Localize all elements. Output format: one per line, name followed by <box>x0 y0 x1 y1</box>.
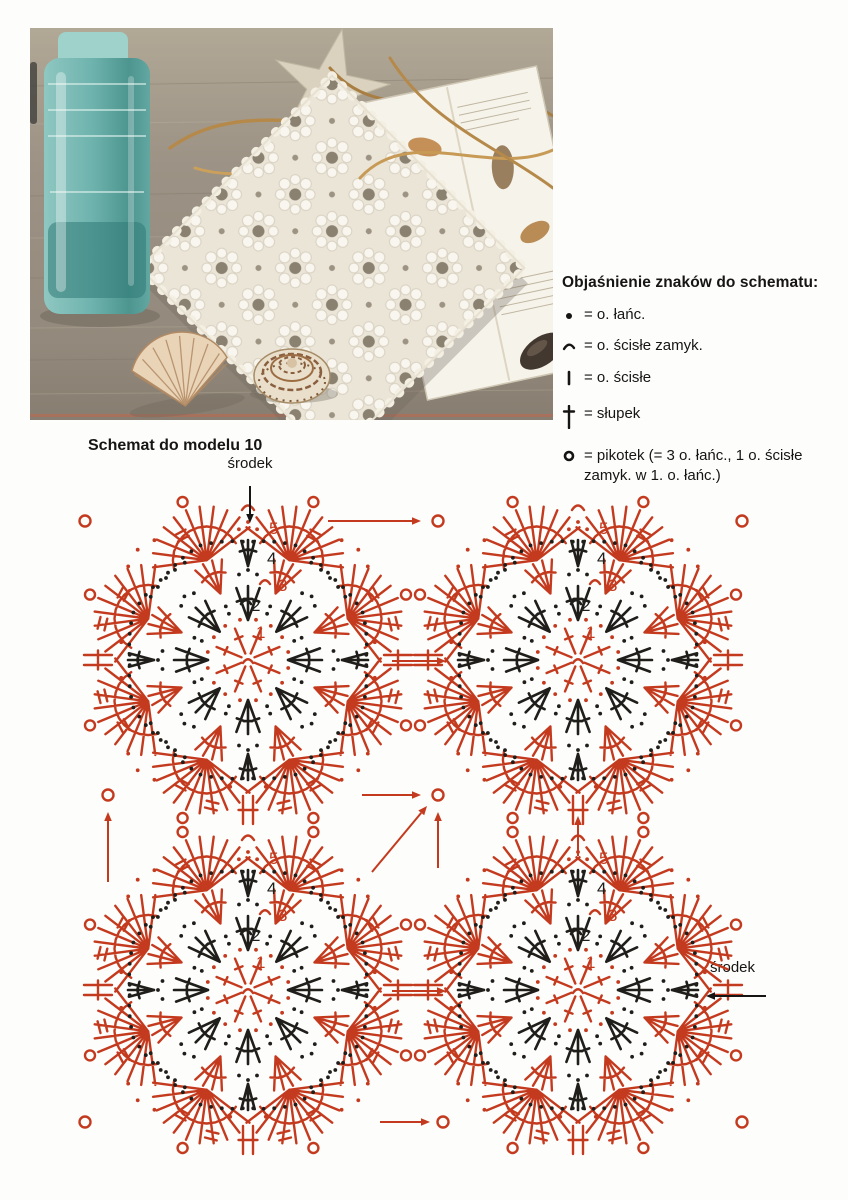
lace-motif <box>414 827 742 1154</box>
legend-item-label: = słupek <box>584 404 641 422</box>
legend-item-label: = o. łańc. <box>584 306 646 323</box>
center-label-top: środek <box>227 455 273 472</box>
legend-title: Objaśnienie znaków do schematu: <box>562 274 819 291</box>
legend-item-label: = o. ścisłe <box>584 368 652 386</box>
lace-motif <box>84 827 412 1154</box>
svg-text:4: 4 <box>597 549 607 568</box>
svg-text:3: 3 <box>608 906 618 925</box>
svg-text:1: 1 <box>256 953 266 972</box>
schematic-heading: Schemat do modelu 10 <box>88 437 263 454</box>
svg-text:4: 4 <box>597 879 607 898</box>
svg-text:5: 5 <box>269 519 279 538</box>
svg-text:3: 3 <box>278 576 288 595</box>
svg-text:4: 4 <box>267 549 277 568</box>
svg-text:5: 5 <box>599 519 609 538</box>
svg-text:2: 2 <box>251 596 261 615</box>
lace-motif <box>84 497 412 824</box>
svg-text:2: 2 <box>581 926 591 945</box>
svg-text:5: 5 <box>269 849 279 868</box>
svg-text:3: 3 <box>278 906 288 925</box>
svg-text:1: 1 <box>586 623 596 642</box>
svg-text:2: 2 <box>581 596 591 615</box>
svg-text:2: 2 <box>251 926 261 945</box>
legend-item-label: = o. ścisłe zamyk. <box>584 337 703 355</box>
svg-text:1: 1 <box>586 953 596 972</box>
lace-motif <box>414 497 742 824</box>
svg-text:1: 1 <box>256 623 266 642</box>
legend-item-label: = pikotek (= 3 o. łańc., 1 o. ścisłe zamyk. w 1. o. łańc.) <box>584 447 803 485</box>
svg-text:4: 4 <box>267 879 277 898</box>
center-label-right: środek <box>710 959 756 976</box>
svg-text:5: 5 <box>599 849 609 868</box>
svg-text:3: 3 <box>608 576 618 595</box>
